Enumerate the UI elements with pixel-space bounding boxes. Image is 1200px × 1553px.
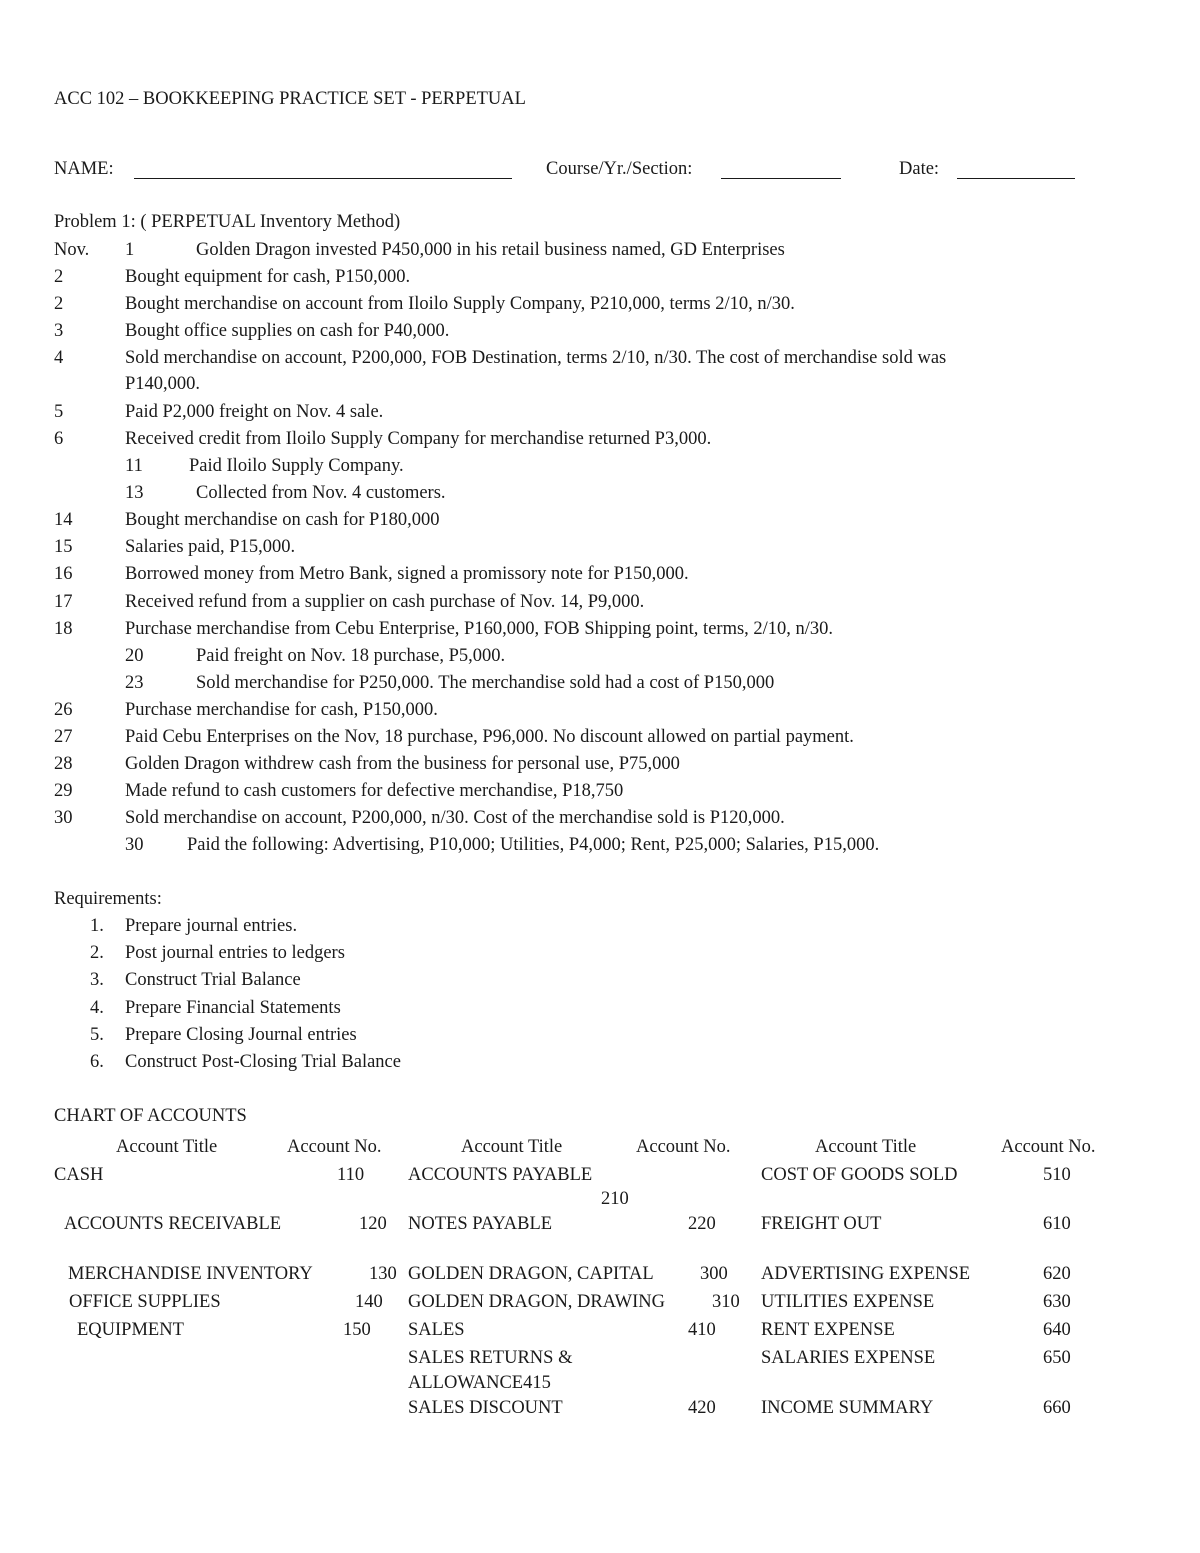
- account-number: 640: [1043, 1320, 1071, 1340]
- account-title: SALARIES EXPENSE: [761, 1348, 936, 1368]
- account-title: GOLDEN DRAGON, DRAWING: [408, 1292, 665, 1312]
- account-title: FREIGHT OUT: [761, 1214, 882, 1234]
- transaction-day: 1: [125, 240, 135, 260]
- transaction-text: Made refund to cash customers for defective merchandise, P18,750: [125, 781, 624, 801]
- account-number: 310: [712, 1292, 740, 1312]
- account-title: SALES DISCOUNT: [408, 1398, 563, 1418]
- account-title: ACCOUNTS PAYABLE: [408, 1165, 593, 1185]
- transaction-day: 4: [54, 348, 64, 368]
- column-header: Account No.: [636, 1137, 731, 1157]
- transaction-day: 30: [54, 808, 73, 828]
- column-header: Account Title: [116, 1137, 218, 1157]
- account-title: UTILITIES EXPENSE: [761, 1292, 935, 1312]
- requirement-number: 4.: [90, 998, 104, 1018]
- account-number: 630: [1043, 1292, 1071, 1312]
- account-number: 420: [688, 1398, 716, 1418]
- date-label: Date:: [899, 159, 940, 179]
- chart-of-accounts-title: CHART OF ACCOUNTS: [54, 1106, 247, 1126]
- account-number: 660: [1043, 1398, 1071, 1418]
- transaction-text: Received credit from Iloilo Supply Company for merchandise returned P3,000.: [125, 429, 712, 449]
- account-title: RENT EXPENSE: [761, 1320, 895, 1340]
- date-blank[interactable]: [957, 162, 1075, 179]
- account-number: 620: [1043, 1264, 1071, 1284]
- account-title: OFFICE SUPPLIES: [69, 1292, 221, 1312]
- transaction-text: Received refund from a supplier on cash purchase of Nov. 14, P9,000.: [125, 592, 645, 612]
- account-title: ADVERTISING EXPENSE: [761, 1264, 971, 1284]
- transaction-day: 16: [54, 564, 73, 584]
- transaction-text: Paid the following: Advertising, P10,000; Utilities, P4,000; Rent, P25,000; Salaries, P15,000.: [187, 835, 880, 855]
- transaction-text: Purchase merchandise for cash, P150,000.: [125, 700, 438, 720]
- column-header: Account Title: [815, 1137, 917, 1157]
- requirement-number: 2.: [90, 943, 104, 963]
- transaction-text: Golden Dragon invested P450,000 in his retail business named, GD Enterprises: [196, 240, 785, 260]
- transaction-text: Paid P2,000 freight on Nov. 4 sale.: [125, 402, 384, 422]
- account-title: GOLDEN DRAGON, CAPITAL: [408, 1264, 654, 1284]
- transaction-day: 30: [125, 835, 144, 855]
- transaction-text: Paid Cebu Enterprises on the Nov, 18 purchase, P96,000. No discount allowed on partial payment.: [125, 727, 854, 747]
- course-blank[interactable]: [721, 162, 841, 179]
- transaction-day: 26: [54, 700, 73, 720]
- account-number: 510: [1043, 1165, 1071, 1185]
- transaction-text: Bought merchandise on account from Iloilo Supply Company, P210,000, terms 2/10, n/30.: [125, 294, 795, 314]
- account-number: 110: [337, 1165, 365, 1185]
- transaction-day: 28: [54, 754, 73, 774]
- requirement-number: 6.: [90, 1052, 104, 1072]
- account-title: COST OF GOODS SOLD: [761, 1165, 958, 1185]
- transaction-text: Bought merchandise on cash for P180,000: [125, 510, 440, 530]
- transaction-day: 17: [54, 592, 73, 612]
- requirement-text: Construct Trial Balance: [125, 970, 301, 990]
- account-number: 120: [359, 1214, 387, 1234]
- account-title: SALES RETURNS &: [408, 1348, 573, 1368]
- account-number: 410: [688, 1320, 716, 1340]
- name-blank[interactable]: [134, 162, 512, 179]
- requirements-title: Requirements:: [54, 889, 162, 909]
- account-number: 220: [688, 1214, 716, 1234]
- course-label: Course/Yr./Section:: [546, 159, 693, 179]
- transaction-text-continued: P140,000.: [125, 374, 201, 394]
- account-number: 140: [355, 1292, 383, 1312]
- account-title: MERCHANDISE INVENTORY: [68, 1264, 313, 1284]
- document-title: ACC 102 – BOOKKEEPING PRACTICE SET - PERPETUAL: [54, 89, 526, 109]
- account-title: CASH: [54, 1165, 104, 1185]
- requirement-text: Prepare Financial Statements: [125, 998, 341, 1018]
- account-title: EQUIPMENT: [77, 1320, 184, 1340]
- transaction-day: 2: [54, 294, 64, 314]
- requirement-text: Prepare Closing Journal entries: [125, 1025, 357, 1045]
- transaction-day: 6: [54, 429, 64, 449]
- transaction-day: 3: [54, 321, 64, 341]
- account-number: 300: [700, 1264, 728, 1284]
- column-header: Account No.: [1001, 1137, 1096, 1157]
- requirement-text: Construct Post-Closing Trial Balance: [125, 1052, 401, 1072]
- requirement-number: 3.: [90, 970, 104, 990]
- column-header: Account Title: [461, 1137, 563, 1157]
- account-number: 650: [1043, 1348, 1071, 1368]
- requirement-number: 1.: [90, 916, 104, 936]
- transaction-day: 2: [54, 267, 64, 287]
- problem-title: Problem 1: ( PERPETUAL Inventory Method): [54, 212, 401, 232]
- transaction-day: 13: [125, 483, 144, 503]
- transaction-text: Paid freight on Nov. 18 purchase, P5,000.: [196, 646, 506, 666]
- transaction-text: Collected from Nov. 4 customers.: [196, 483, 446, 503]
- transaction-day: 15: [54, 537, 73, 557]
- transaction-text: Bought office supplies on cash for P40,000.: [125, 321, 450, 341]
- transaction-day: 18: [54, 619, 73, 639]
- transaction-text: Salaries paid, P15,000.: [125, 537, 296, 557]
- transaction-day: 29: [54, 781, 73, 801]
- transaction-text: Borrowed money from Metro Bank, signed a promissory note for P150,000.: [125, 564, 689, 584]
- column-header: Account No.: [287, 1137, 382, 1157]
- transaction-text: Sold merchandise for P250,000. The merchandise sold had a cost of P150,000: [196, 673, 775, 693]
- transaction-text: Bought equipment for cash, P150,000.: [125, 267, 411, 287]
- transaction-text: Paid Iloilo Supply Company.: [189, 456, 404, 476]
- transaction-day: 5: [54, 402, 64, 422]
- account-title: INCOME SUMMARY: [761, 1398, 934, 1418]
- account-title: NOTES PAYABLE: [408, 1214, 553, 1234]
- account-title-continued: [408, 1374, 551, 1393]
- requirement-text: Prepare journal entries.: [125, 916, 298, 936]
- transaction-day: 20: [125, 646, 144, 666]
- name-label: NAME:: [54, 159, 114, 179]
- requirement-number: 5.: [90, 1025, 104, 1045]
- account-number: 210: [601, 1189, 629, 1209]
- account-title: SALES: [408, 1320, 465, 1340]
- account-title: ACCOUNTS RECEIVABLE: [64, 1214, 282, 1234]
- account-number: 130: [369, 1264, 397, 1284]
- transaction-text: Purchase merchandise from Cebu Enterprise, P160,000, FOB Shipping point, terms, 2/10, n/30.: [125, 619, 834, 639]
- transaction-text: Golden Dragon withdrew cash from the business for personal use, P75,000: [125, 754, 680, 774]
- transaction-text: Sold merchandise on account, P200,000, n/30. Cost of the merchandise sold is P120,000.: [125, 808, 785, 828]
- account-number: 415: [523, 1373, 551, 1393]
- requirement-text: Post journal entries to ledgers: [125, 943, 345, 963]
- transaction-text: Sold merchandise on account, P200,000, FOB Destination, terms 2/10, n/30. The cost of merchandise sold was: [125, 348, 947, 368]
- transaction-day: 27: [54, 727, 73, 747]
- account-number: 610: [1043, 1214, 1071, 1234]
- transaction-day: 11: [125, 456, 143, 476]
- transaction-day: 23: [125, 673, 144, 693]
- account-title-line2: ALLOWANCE: [408, 1373, 524, 1393]
- account-number: 150: [343, 1320, 371, 1340]
- transaction-day: 14: [54, 510, 73, 530]
- month-label: Nov.: [54, 240, 90, 260]
